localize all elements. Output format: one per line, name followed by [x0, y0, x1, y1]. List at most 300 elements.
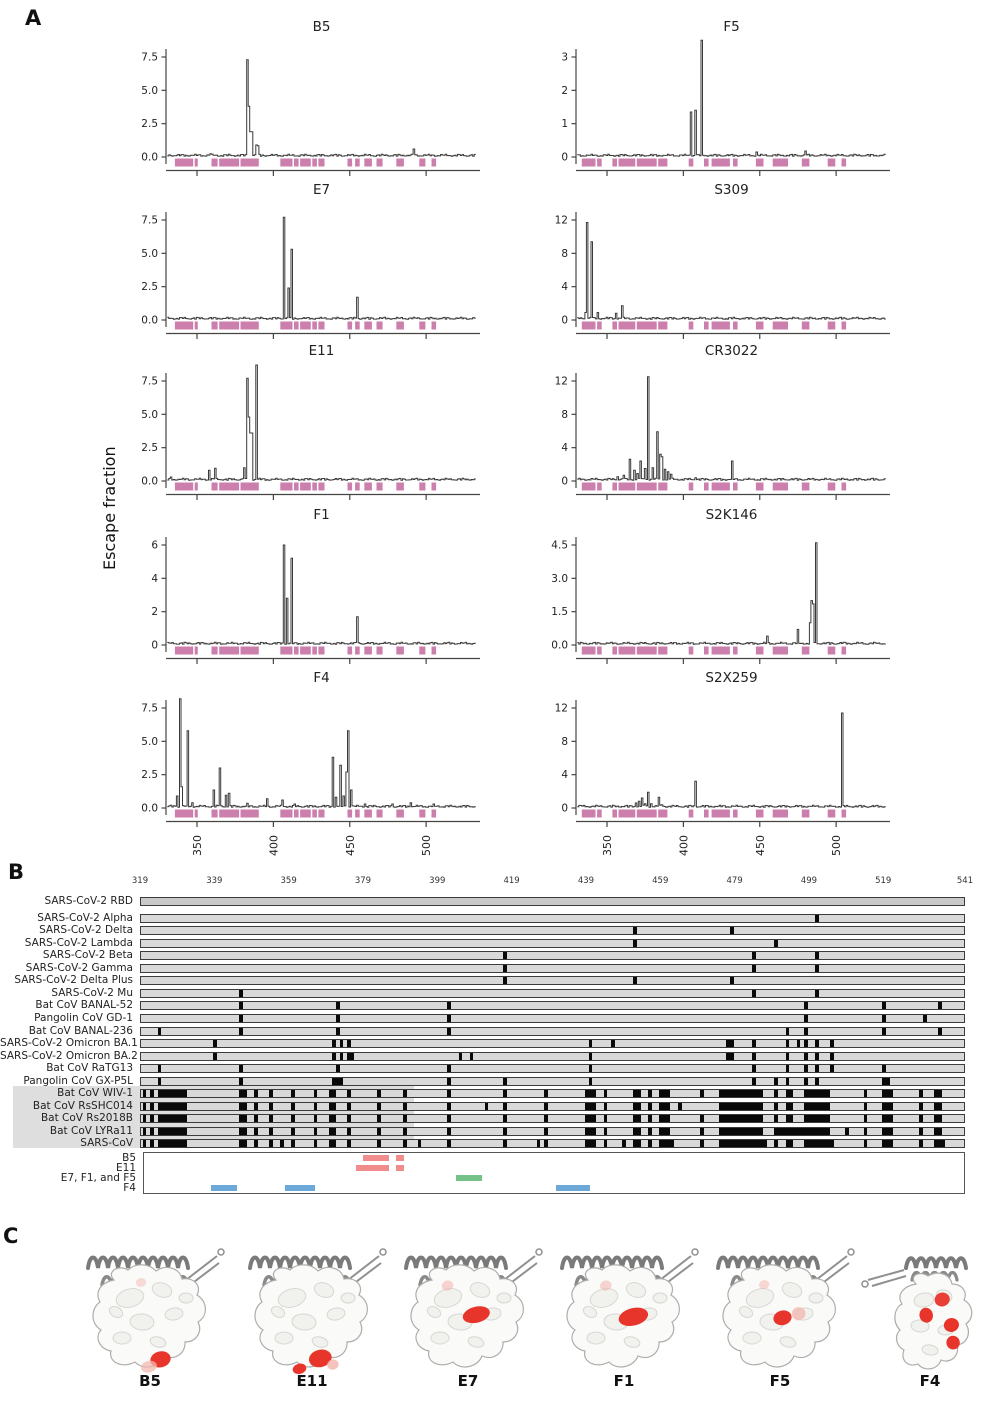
- mutation-mark: [864, 1140, 868, 1147]
- mutation-mark: [503, 1078, 507, 1085]
- structure-E11: [232, 1238, 392, 1374]
- mutation-mark: [604, 1090, 608, 1097]
- surface-texture: [275, 1332, 293, 1344]
- mutation-mark: [752, 952, 756, 959]
- site-bar: [212, 647, 218, 655]
- site-bar: [756, 810, 764, 818]
- mutation-mark: [403, 1128, 407, 1135]
- mutation-mark: [143, 1128, 147, 1135]
- epitope-block: [396, 1155, 403, 1162]
- row-label: Bat CoV BANAL-52: [35, 999, 133, 1012]
- mutation-mark: [585, 1140, 596, 1147]
- site-bar: [241, 159, 259, 167]
- mutation-mark: [752, 1040, 756, 1047]
- site-bar: [597, 810, 602, 818]
- site-bar: [318, 322, 324, 330]
- mutation-mark: [347, 1053, 354, 1060]
- row-label: SARS-CoV: [80, 1137, 133, 1150]
- mutation-mark: [659, 1128, 670, 1135]
- mutation-mark: [786, 1040, 790, 1047]
- strand-loop: [862, 1281, 868, 1287]
- site-bar: [355, 483, 360, 491]
- mutation-mark: [403, 1090, 407, 1097]
- mutation-mark: [604, 1140, 608, 1147]
- mutation-mark: [332, 1040, 336, 1047]
- row-label: SARS-CoV-2 Delta Plus: [14, 974, 133, 987]
- mutation-mark: [633, 1090, 640, 1097]
- row-label: SARS-CoV-2 RBD: [44, 895, 133, 907]
- alignment-bar: [140, 1139, 965, 1148]
- site-bar: [212, 159, 218, 167]
- strand-loop: [692, 1249, 698, 1255]
- mutation-mark: [447, 1002, 451, 1009]
- site-bar: [355, 647, 360, 655]
- mutation-mark: [774, 1128, 804, 1135]
- mutation-mark: [804, 1078, 808, 1085]
- site-bar: [241, 810, 259, 818]
- mutation-mark: [544, 1103, 548, 1110]
- alignment-bar: [140, 1001, 965, 1010]
- mutation-mark: [239, 990, 243, 997]
- mutation-mark: [291, 1115, 295, 1122]
- alignment-bar: [140, 1102, 965, 1111]
- mutation-mark: [503, 952, 507, 959]
- mutation-mark: [150, 1140, 154, 1147]
- mutation-mark: [700, 1115, 704, 1122]
- site-bar: [658, 159, 667, 167]
- mutation-mark: [459, 1053, 463, 1060]
- mutation-mark: [934, 1128, 941, 1135]
- mutation-mark: [934, 1140, 945, 1147]
- site-bar: [219, 483, 239, 491]
- site-bar: [842, 483, 847, 491]
- mutation-mark: [336, 1002, 340, 1009]
- mutation-mark: [447, 1115, 451, 1122]
- mutation-mark: [150, 1115, 154, 1122]
- site-bar: [733, 159, 738, 167]
- structure-F4: [850, 1238, 1000, 1374]
- site-bar: [619, 159, 636, 167]
- mutation-mark: [239, 1140, 246, 1147]
- helix-ribbon: [906, 1258, 966, 1268]
- site-bar: [377, 159, 383, 167]
- mutation-mark: [815, 1040, 819, 1047]
- mutation-mark: [633, 1103, 640, 1110]
- mutation-mark: [934, 1090, 941, 1097]
- mutation-mark: [719, 1115, 764, 1122]
- surface-texture: [497, 1293, 511, 1303]
- mutation-mark: [269, 1090, 273, 1097]
- site-bar: [241, 322, 259, 330]
- chart-title-CR3022: CR3022: [704, 343, 759, 359]
- alignment-bar: [140, 1127, 965, 1136]
- mutation-mark: [752, 1065, 756, 1072]
- mutation-mark: [882, 1028, 886, 1035]
- chart-title-S2X259: S2X259: [705, 670, 758, 686]
- y-tick-label: 7.5: [141, 702, 158, 715]
- site-bar: [294, 810, 299, 818]
- site-bar: [756, 322, 764, 330]
- y-tick-label: 0: [561, 475, 568, 488]
- mutation-mark: [314, 1090, 318, 1097]
- mutation-mark: [213, 1053, 217, 1060]
- site-bar: [432, 322, 437, 330]
- mutation-mark: [340, 1053, 344, 1060]
- mutation-mark: [815, 965, 819, 972]
- site-bar: [348, 647, 353, 655]
- site-bar: [637, 483, 657, 491]
- structure-label-E7: E7: [457, 1372, 479, 1390]
- mutation-mark: [585, 1103, 596, 1110]
- site-bar: [432, 810, 437, 818]
- mutation-mark: [347, 1115, 351, 1122]
- mutation-mark: [269, 1140, 273, 1147]
- site-bar: [733, 483, 738, 491]
- epitope-label: F4: [123, 1182, 136, 1194]
- y-tick-label: 12: [554, 375, 568, 388]
- row-label: Bat CoV RaTG13: [46, 1062, 133, 1075]
- y-tick-label: 2: [151, 606, 158, 619]
- surface-texture: [431, 1332, 449, 1344]
- site-bar: [219, 322, 239, 330]
- mutation-mark: [158, 1078, 162, 1085]
- x-tick-label: 450: [343, 835, 357, 856]
- site-bar: [312, 159, 317, 167]
- mutation-mark: [158, 1140, 188, 1147]
- site-bar: [756, 159, 764, 167]
- site-bar: [828, 322, 836, 330]
- site-bar: [733, 810, 738, 818]
- site-bar: [280, 810, 292, 818]
- surface-texture: [341, 1293, 355, 1303]
- mutation-mark: [347, 1040, 351, 1047]
- x-tick-label: 350: [601, 835, 615, 856]
- mutation-mark: [786, 1078, 790, 1085]
- x-tick-label: 400: [267, 835, 281, 856]
- mutation-mark: [633, 927, 637, 934]
- site-bar: [300, 810, 311, 818]
- escape-line: [167, 60, 476, 157]
- mutation-mark: [786, 1090, 793, 1097]
- epitope-block: [556, 1185, 589, 1192]
- site-bar: [712, 159, 730, 167]
- mutation-mark: [804, 1002, 808, 1009]
- mutation-mark: [719, 1140, 767, 1147]
- escape-line: [167, 699, 476, 808]
- scale-tick-339: 339: [206, 876, 223, 886]
- y-tick-label: 0: [561, 314, 568, 327]
- site-bar: [300, 647, 311, 655]
- scale-tick-459: 459: [652, 876, 669, 886]
- epitope-block: [285, 1185, 315, 1192]
- panel-b-alignment: [0, 868, 1000, 1208]
- x-tick-label: 500: [830, 835, 844, 856]
- mutation-mark: [864, 1090, 868, 1097]
- mutation-mark: [730, 977, 734, 984]
- y-tick-label: 0: [561, 802, 568, 815]
- mutation-mark: [830, 1053, 834, 1060]
- mutation-mark: [403, 1103, 407, 1110]
- mutation-mark: [377, 1103, 381, 1110]
- y-tick-label: 5.0: [141, 84, 158, 97]
- mutation-mark: [254, 1090, 258, 1097]
- structure-B5: [70, 1238, 230, 1374]
- y-tick-label: 4.5: [551, 539, 568, 552]
- site-bar: [612, 322, 617, 330]
- site-bar: [689, 647, 694, 655]
- mutation-mark: [648, 1140, 652, 1147]
- row-label: SARS-CoV-2 Omicron BA.2: [0, 1049, 138, 1062]
- epitope-block: [363, 1155, 389, 1162]
- site-bar: [842, 810, 847, 818]
- escape-chart-S2K146: [538, 527, 898, 675]
- mutation-mark: [470, 1053, 474, 1060]
- site-bar: [756, 647, 764, 655]
- site-bar: [582, 159, 596, 167]
- scale-tick-399: 399: [429, 876, 446, 886]
- escape-line: [577, 40, 886, 156]
- site-bar: [419, 322, 425, 330]
- mutation-mark: [719, 1103, 764, 1110]
- site-bar: [294, 647, 299, 655]
- alignment-bar: [140, 964, 965, 973]
- mutation-mark: [544, 1128, 548, 1135]
- row-label: SARS-CoV-2 Delta: [39, 924, 133, 937]
- mutation-mark: [347, 1128, 351, 1135]
- mutation-mark: [447, 1015, 451, 1022]
- alignment-bar: [140, 1014, 965, 1023]
- site-bar: [658, 810, 667, 818]
- row-label: Bat CoV WIV-1: [57, 1087, 133, 1100]
- epitope-label: E11: [116, 1162, 136, 1174]
- row-label: Pangolin CoV GD-1: [34, 1011, 133, 1024]
- site-bar: [377, 322, 383, 330]
- y-tick-label: 3.0: [551, 572, 568, 585]
- scale-tick-519: 519: [875, 876, 892, 886]
- site-bar: [175, 647, 193, 655]
- site-bar: [712, 483, 730, 491]
- mutation-mark: [314, 1140, 318, 1147]
- site-bar: [355, 159, 360, 167]
- site-bar: [733, 322, 738, 330]
- mutation-mark: [213, 1040, 217, 1047]
- site-bar: [419, 810, 425, 818]
- site-bar: [280, 322, 292, 330]
- mutation-mark: [403, 1115, 407, 1122]
- y-tick-label: 0.0: [141, 151, 158, 164]
- mutation-mark: [786, 1065, 790, 1072]
- site-bar: [396, 810, 404, 818]
- mutation-mark: [589, 1053, 593, 1060]
- y-tick-label: 4: [561, 281, 568, 294]
- mutation-mark: [815, 990, 819, 997]
- mutation-mark: [882, 1065, 886, 1072]
- row-label: SARS-CoV-2 Gamma: [25, 961, 133, 974]
- mutation-mark: [786, 1140, 793, 1147]
- mutation-mark: [845, 1128, 849, 1135]
- mutation-mark: [254, 1115, 258, 1122]
- site-bar: [842, 647, 847, 655]
- alignment-bar: [140, 1027, 965, 1036]
- mutation-mark: [774, 1078, 778, 1085]
- mutation-mark: [804, 1090, 830, 1097]
- site-bar: [842, 322, 847, 330]
- mutation-mark: [143, 1115, 147, 1122]
- mutation-mark: [269, 1103, 273, 1110]
- alignment-bar: [140, 1052, 965, 1061]
- row-label: SARS-CoV-2 Beta: [42, 949, 133, 962]
- site-bar: [597, 322, 602, 330]
- mutation-mark: [447, 1065, 451, 1072]
- site-bar: [802, 322, 810, 330]
- mutation-mark: [503, 1103, 507, 1110]
- mutation-mark: [774, 1115, 778, 1122]
- escape-line: [577, 543, 886, 644]
- mutation-mark: [604, 1103, 608, 1110]
- site-bar: [419, 159, 425, 167]
- mutation-mark: [503, 1140, 507, 1147]
- chart-title-B5: B5: [312, 19, 331, 35]
- mutation-mark: [804, 1103, 830, 1110]
- mutation-mark: [589, 1078, 593, 1085]
- site-bar: [318, 159, 324, 167]
- row-label: SARS-CoV-2 Omicron BA.1: [0, 1037, 138, 1050]
- epitope-label: B5: [122, 1152, 136, 1164]
- site-bar: [175, 483, 193, 491]
- chart-title-S2K146: S2K146: [705, 507, 758, 523]
- mutation-mark: [314, 1115, 318, 1122]
- mutation-mark: [938, 1002, 942, 1009]
- mutation-mark: [919, 1090, 923, 1097]
- mutation-mark: [752, 1053, 756, 1060]
- mutation-mark: [830, 1040, 834, 1047]
- site-bar: [355, 810, 360, 818]
- alignment-bar: [140, 1077, 965, 1086]
- mutation-mark: [589, 1065, 593, 1072]
- chart-title-F1: F1: [313, 507, 330, 523]
- alignment-bar: [140, 939, 965, 948]
- site-bar: [377, 647, 383, 655]
- site-bar: [612, 483, 617, 491]
- mutation-mark: [882, 1002, 886, 1009]
- mutation-mark: [544, 1140, 548, 1147]
- mutation-mark: [659, 1140, 674, 1147]
- mutation-mark: [786, 1103, 793, 1110]
- mutation-mark: [700, 1090, 704, 1097]
- row-label: Pangolin CoV GX-P5L: [23, 1074, 133, 1087]
- mutation-mark: [934, 1115, 941, 1122]
- mutation-mark: [815, 1065, 819, 1072]
- structure-F5: [700, 1238, 860, 1374]
- structure-F1: [544, 1238, 704, 1374]
- mutation-mark: [239, 1065, 243, 1072]
- site-bar: [733, 647, 738, 655]
- site-bar: [396, 322, 404, 330]
- site-bar: [280, 647, 292, 655]
- mutation-mark: [150, 1103, 154, 1110]
- mutation-mark: [291, 1103, 295, 1110]
- y-tick-label: 5.0: [141, 408, 158, 421]
- site-bar: [294, 322, 299, 330]
- mutation-mark: [804, 1128, 830, 1135]
- mutation-mark: [537, 1140, 541, 1147]
- site-bar: [175, 159, 193, 167]
- mutation-mark: [719, 1090, 764, 1097]
- chart-title-S309: S309: [714, 182, 749, 198]
- mutation-mark: [786, 1115, 793, 1122]
- mutation-mark: [815, 915, 819, 922]
- site-bar: [712, 322, 730, 330]
- mutation-mark: [158, 1115, 188, 1122]
- mutation-mark: [589, 1040, 593, 1047]
- mutation-mark: [544, 1115, 548, 1122]
- mutation-mark: [254, 1128, 258, 1135]
- site-bar: [219, 159, 239, 167]
- escape-chart-S309: [538, 202, 898, 350]
- site-bar: [377, 810, 383, 818]
- y-tick-label: 5.0: [141, 247, 158, 260]
- mutation-mark: [882, 1090, 893, 1097]
- scale-tick-499: 499: [800, 876, 818, 886]
- escape-line: [577, 377, 886, 480]
- row-label: SARS-CoV-2 Alpha: [37, 911, 133, 924]
- y-tick-label: 2.5: [141, 769, 158, 782]
- y-tick-label: 0.0: [141, 314, 158, 327]
- scale-tick-439: 439: [577, 876, 595, 886]
- mutation-mark: [804, 1065, 808, 1072]
- chart-title-E7: E7: [312, 182, 331, 198]
- escape-line: [577, 223, 886, 320]
- epitope-block: [211, 1185, 237, 1192]
- site-bar: [396, 647, 404, 655]
- surface-texture: [587, 1332, 605, 1344]
- surface-texture: [809, 1293, 823, 1303]
- site-bar: [704, 810, 709, 818]
- structure-label-E11: E11: [296, 1372, 328, 1390]
- site-bar: [658, 483, 667, 491]
- mutation-mark: [347, 1103, 351, 1110]
- mutation-mark: [604, 1128, 608, 1135]
- site-bar: [241, 647, 259, 655]
- chart-title-F4: F4: [313, 670, 330, 686]
- y-tick-label: 4: [561, 442, 568, 455]
- mutation-mark: [503, 1090, 507, 1097]
- y-tick-label: 7.5: [141, 375, 158, 388]
- mutation-mark: [340, 1040, 344, 1047]
- site-bar: [582, 322, 596, 330]
- mutation-mark: [830, 1065, 834, 1072]
- mutation-mark: [269, 1128, 273, 1135]
- row-label: Bat CoV LYRa11: [49, 1124, 133, 1137]
- site-bar: [704, 483, 709, 491]
- y-tick-label: 0.0: [551, 639, 568, 652]
- y-tick-label: 4: [561, 769, 568, 782]
- site-bar: [619, 647, 636, 655]
- mutation-mark: [786, 1028, 790, 1035]
- epitope-block: [396, 1165, 403, 1172]
- mutation-mark: [314, 1103, 318, 1110]
- site-bar: [175, 322, 193, 330]
- site-bar: [773, 647, 788, 655]
- structure-label-F4: F4: [919, 1372, 941, 1390]
- mutation-mark: [447, 1128, 451, 1135]
- site-bar: [597, 483, 602, 491]
- mutation-mark: [158, 1065, 162, 1072]
- site-bar: [637, 647, 657, 655]
- y-tick-label: 1: [561, 118, 568, 131]
- mutation-mark: [239, 1028, 243, 1035]
- site-bar: [377, 483, 383, 491]
